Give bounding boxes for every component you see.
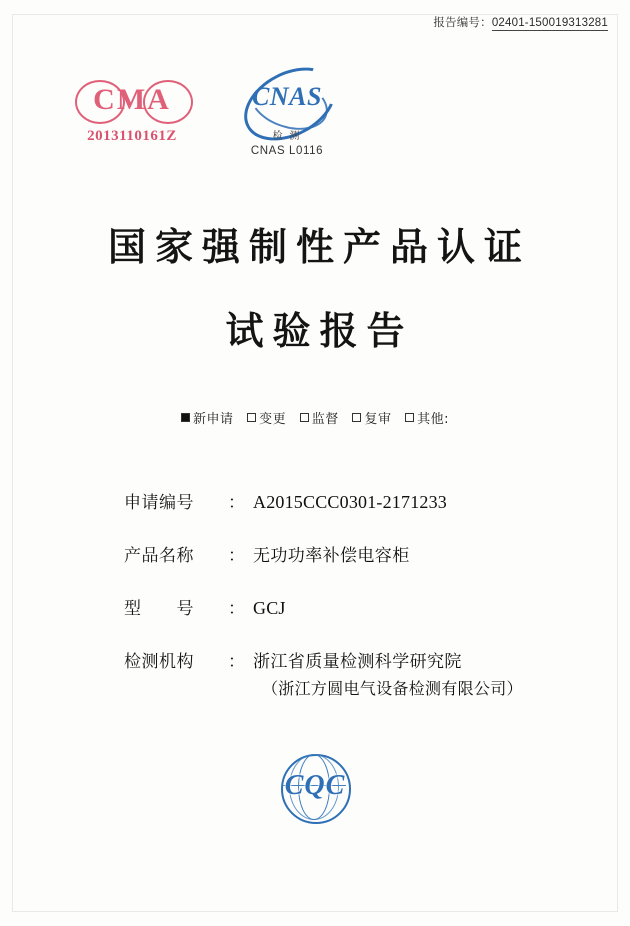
cqc-logo-icon bbox=[267, 752, 363, 830]
application-type-label-change: 变更 bbox=[259, 412, 287, 427]
field-label-model: 型 号 bbox=[124, 599, 194, 619]
cnas-logo-icon bbox=[235, 70, 339, 144]
report-number bbox=[433, 14, 608, 30]
field-value-testing-organization-alt: （浙江方圆电气设备检测有限公司） bbox=[262, 679, 523, 698]
checkbox-supervision-icon[interactable] bbox=[300, 413, 309, 422]
field-label-testing-organization: 检测机构 bbox=[124, 652, 194, 672]
checkbox-other-icon[interactable] bbox=[405, 413, 414, 422]
checkbox-review-icon[interactable] bbox=[352, 413, 361, 422]
document-title-line2: 试验报告 bbox=[225, 308, 414, 353]
field-value-testing-organization: 浙江省质量检测科学研究院 bbox=[253, 652, 462, 672]
cma-mark-group bbox=[62, 78, 202, 145]
cnas-logo-subtext: 检 测 bbox=[272, 131, 302, 142]
checkbox-new-icon[interactable] bbox=[181, 413, 190, 422]
document-title-line1: 国家强制性产品认证 bbox=[107, 224, 531, 269]
field-model bbox=[124, 594, 544, 619]
field-product-name bbox=[124, 541, 544, 566]
field-label-application-number: 申请编号 bbox=[124, 493, 194, 513]
field-application-number bbox=[124, 488, 544, 513]
field-colon-testing-organization: ： bbox=[228, 652, 245, 672]
cnas-logo-text: CNAS bbox=[252, 82, 322, 111]
field-value-product-name: 无功功率补偿电容柜 bbox=[253, 546, 410, 566]
cma-logo-icon bbox=[73, 78, 191, 122]
cma-logo-text: CMA bbox=[93, 83, 171, 116]
application-type-option-other[interactable] bbox=[405, 412, 449, 427]
cnas-accreditation-code: CNAS L0116 bbox=[250, 145, 324, 157]
report-field-list bbox=[124, 488, 544, 699]
application-type-option-change[interactable] bbox=[247, 412, 291, 427]
report-number-value: 02401-150019313281 bbox=[491, 17, 608, 29]
checkbox-change-icon[interactable] bbox=[247, 413, 256, 422]
application-type-label-new: 新申请 bbox=[192, 412, 234, 427]
application-type-row bbox=[0, 408, 630, 427]
field-value-application-number: A2015CCC0301-2171233 bbox=[253, 492, 448, 512]
application-type-option-supervision[interactable] bbox=[300, 412, 344, 427]
application-type-option-review[interactable] bbox=[352, 412, 396, 427]
field-value-model: GCJ bbox=[253, 598, 286, 618]
field-colon-model: ： bbox=[228, 599, 245, 619]
cnas-mark-group bbox=[217, 70, 357, 157]
application-type-option-new[interactable] bbox=[181, 412, 238, 427]
field-colon-product-name: ： bbox=[228, 546, 245, 566]
report-number-label: 报告编号： bbox=[433, 17, 492, 29]
field-colon-application-number: ： bbox=[228, 493, 245, 513]
application-type-label-review: 复审 bbox=[364, 412, 392, 427]
accreditation-marks bbox=[62, 70, 362, 180]
cma-certificate-code: 2013110161Z bbox=[87, 128, 177, 144]
application-type-label-supervision: 监督 bbox=[311, 412, 339, 427]
field-testing-organization bbox=[124, 647, 544, 672]
field-label-product-name: 产品名称 bbox=[124, 546, 194, 566]
cqc-logo-text: CQC bbox=[284, 770, 346, 801]
application-type-label-other: 其他: bbox=[417, 412, 449, 427]
